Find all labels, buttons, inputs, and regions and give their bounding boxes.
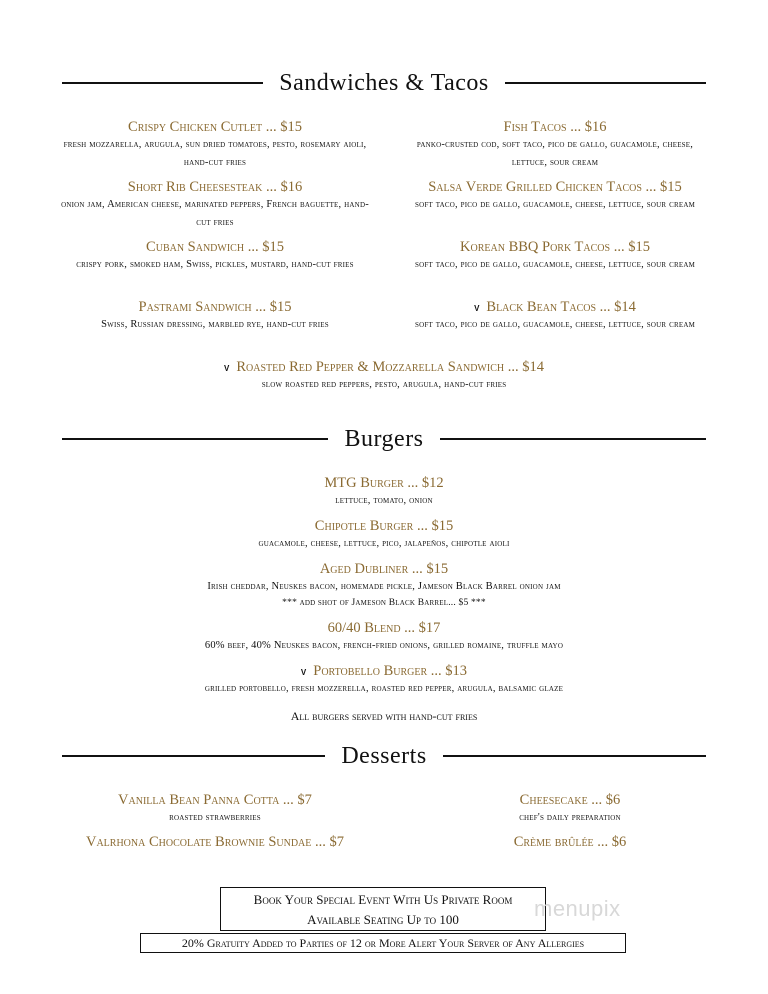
item-name: Korean BBQ Pork Tacos ... $15 [460, 239, 650, 255]
item-description: panko-crusted cod, soft taco, pico de gallo, guacamole, cheese, lettuce, sour cream [416, 139, 694, 168]
item-addon: *** add shot of Jameson Black Barrel... $5 *** [282, 598, 486, 608]
divider [440, 438, 706, 440]
menu-item [84, 560, 684, 610]
menu-item [60, 238, 370, 274]
divider [62, 755, 325, 757]
item-name: Salsa Verde Grilled Chicken Tacos ... $15 [428, 179, 682, 195]
menu-item [40, 791, 390, 827]
item-name: 60/40 Blend ... $17 [327, 620, 441, 636]
item-name: Short Rib Cheesesteak ... $16 [127, 179, 303, 195]
item-description: roasted strawberries [169, 812, 261, 823]
menu-item [84, 474, 684, 510]
burger-note: All burgers served with hand-cut fries [290, 709, 478, 723]
menu-item [84, 662, 684, 698]
menu-item [400, 298, 710, 334]
menu-item [430, 791, 710, 827]
item-description: 60% beef, 40% Neuskes bacon, french-fried onions, grilled romaine, truffle mayo [204, 640, 564, 651]
item-name: Valrhona Chocolate Brownie Sundae ... $7 [85, 834, 345, 850]
gratuity-notice: 20% Gratuity Added to Parties of 12 or More Alert Your Server of Any Allergies [140, 933, 626, 953]
item-name: Fish Tacos ... $16 [503, 119, 607, 135]
item-name-text: Portobello Burger ... $13 [313, 663, 468, 679]
item-name [400, 298, 710, 316]
item-name: Cheesecake ... $6 [519, 792, 621, 808]
item-description: fresh mozzarella, arugula, sun dried tomatoes, pesto, rosemary aioli, hand-cut fries [63, 139, 367, 168]
item-name: Chipotle Burger ... $15 [314, 518, 454, 534]
divider [62, 82, 263, 84]
divider [62, 438, 328, 440]
item-name: Crème brûlée ... $6 [513, 834, 627, 850]
section-header-desserts [62, 741, 706, 771]
item-name: Aged Dubliner ... $15 [319, 561, 449, 577]
section-header-burgers [62, 424, 706, 454]
menu-item [60, 118, 370, 172]
section-title: Sandwiches & Tacos [279, 69, 489, 96]
private-room-notice [220, 887, 546, 931]
divider [505, 82, 706, 84]
item-description: soft taco, pico de gallo, guacamole, cheese, lettuce, sour cream [415, 319, 695, 330]
notice-line: Book Your Special Event With Us Private Room [253, 892, 513, 907]
item-description: guacamole, cheese, lettuce, pico, jalapeños, chipotle aioli [258, 538, 510, 549]
section-header-sandwiches-tacos [62, 68, 706, 98]
item-name: Vanilla Bean Panna Cotta ... $7 [118, 792, 312, 808]
item-description: Swiss, Russian dressing, marbled rye, hand-cut fries [101, 319, 329, 330]
item-name-text: Roasted Red Pepper & Mozzarella Sandwich ... $14 [236, 359, 544, 375]
vegetarian-marker: v [300, 664, 307, 678]
item-description: soft taco, pico de gallo, guacamole, cheese, lettuce, sour cream [415, 259, 695, 270]
menu-item-featured [84, 358, 684, 394]
watermark-logo: menupix [534, 896, 621, 921]
item-name: MTG Burger ... $12 [324, 475, 444, 491]
item-description: crispy pork, smoked ham, Swiss, pickles, mustard, hand-cut fries [76, 259, 354, 270]
item-name: Cuban Sandwich ... $15 [146, 239, 284, 255]
vegetarian-marker: v [224, 360, 230, 374]
menu-item [60, 178, 370, 232]
menu-item [430, 833, 710, 851]
divider [443, 755, 706, 757]
item-description: soft taco, pico de gallo, guacamole, cheese, lettuce, sour cream [415, 199, 695, 210]
section-title: Desserts [341, 742, 427, 769]
item-description: slow roasted red peppers, pesto, arugula, hand-cut fries [261, 379, 507, 390]
item-description: grilled portobello, fresh mozzerella, roasted red pepper, arugula, balsamic glaze [204, 683, 564, 694]
notice-line: Available Seating Up to 100 [307, 912, 459, 927]
item-name [84, 358, 684, 376]
menu-item [84, 517, 684, 553]
item-description: onion jam, American cheese, marinated peppers, French baguette, hand-cut fries [61, 199, 369, 228]
menu-item [84, 619, 684, 655]
item-name: Crispy Chicken Cutlet ... $15 [128, 119, 302, 135]
menu-item [400, 178, 710, 214]
item-name [84, 662, 684, 680]
item-description: Irish cheddar, Neuskes bacon, homemade pickle, Jameson Black Barrel onion jam [207, 581, 561, 592]
menu-item [60, 298, 370, 334]
section-title: Burgers [344, 425, 424, 452]
item-name-text: Black Bean Tacos ... $14 [486, 299, 636, 315]
item-name: Pastrami Sandwich ... $15 [138, 299, 292, 315]
item-description: chef's daily preparation [519, 812, 621, 823]
menu-item [400, 118, 710, 172]
vegetarian-marker: v [474, 300, 480, 314]
menu-item [40, 833, 390, 851]
item-description: lettuce, tomato, onion [335, 495, 433, 506]
menu-item [400, 238, 710, 274]
